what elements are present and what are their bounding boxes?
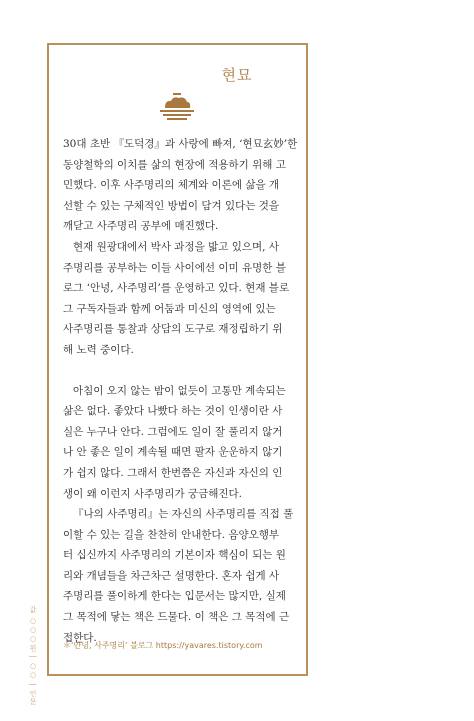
cloud-emblem-icon — [157, 93, 197, 121]
bio-line: 주명리를 공부하는 이들 사이에선 이미 유명한 블 — [63, 261, 286, 274]
bio-line: 해 노력 중이다. — [63, 343, 134, 356]
paragraph-gap — [63, 361, 301, 381]
bio-line: 접한다. — [63, 631, 97, 644]
bio-line: 30대 초반 『도덕경』과 사랑에 빠져, ‘현묘玄妙’한 — [63, 138, 298, 150]
side-text: 값 ○○○원 | ○○ | 인문 — [29, 606, 37, 706]
bio-line: 터 십신까지 사주명리의 기본이자 핵심이 되는 원 — [63, 549, 286, 562]
bio-line: 그 목적에 닿는 책은 드물다. 이 책은 그 목적에 근 — [63, 611, 290, 624]
bio-line: 생이 왜 이런지 사주명리가 궁금해진다. — [63, 487, 242, 500]
bio-line: 깨닫고 사주명리 공부에 매진했다. — [63, 220, 219, 233]
bio-line: 사주명리를 통찰과 상담의 도구로 재정립하기 위 — [63, 323, 283, 336]
bio-line: 실은 누구나 안다. 그럼에도 일이 잘 풀리지 않거 — [63, 425, 283, 438]
blog-footnote: ＊‘안녕, 사주명리’ 블로그 https://yavares.tistory.com — [63, 641, 263, 650]
bio-line: 삶은 없다. 좋았다 나빴다 하는 것이 인생이란 사 — [63, 405, 283, 418]
author-bio — [63, 134, 301, 648]
bio-line: 이할 수 있는 길을 찬찬히 안내한다. 음양오행부 — [63, 528, 280, 541]
bio-line: 민했다. 이후 사주명리의 체계와 이론에 삶을 개 — [63, 179, 280, 192]
author-name: 현묘 — [221, 66, 253, 84]
bio-line: 『나의 사주명리』는 자신의 사주명리를 직접 풀 — [73, 508, 294, 521]
bio-line: 현재 원광대에서 박사 과정을 밟고 있으며, 사 — [73, 240, 279, 253]
bio-line: 가 쉽지 않다. 그래서 한번쯤은 자신과 자신의 인 — [63, 466, 283, 479]
bio-line: 나 안 좋은 일이 계속될 때면 팔자 운운하지 않기 — [63, 446, 283, 459]
bio-line: 리와 개념들을 차근차근 설명한다. 혼자 쉽게 사 — [63, 569, 280, 582]
bio-line: 아침이 오지 않는 밤이 없듯이 고통만 계속되는 — [73, 384, 286, 397]
bio-line: 로그 ‘안녕, 사주명리’를 운영하고 있다. 현재 블로 — [63, 282, 290, 295]
bio-line: 선할 수 있는 구체적인 방법이 담겨 있다는 것을 — [63, 199, 280, 212]
bio-line: 주명리를 풀이하게 한다는 입문서는 많지만, 실제 — [63, 590, 286, 603]
bio-line: 그 구독자들과 함께 어둠과 미신의 영역에 있는 — [63, 302, 276, 315]
bio-line: 동양철학의 이치를 삶의 현장에 적용하기 위해 고 — [63, 158, 286, 171]
